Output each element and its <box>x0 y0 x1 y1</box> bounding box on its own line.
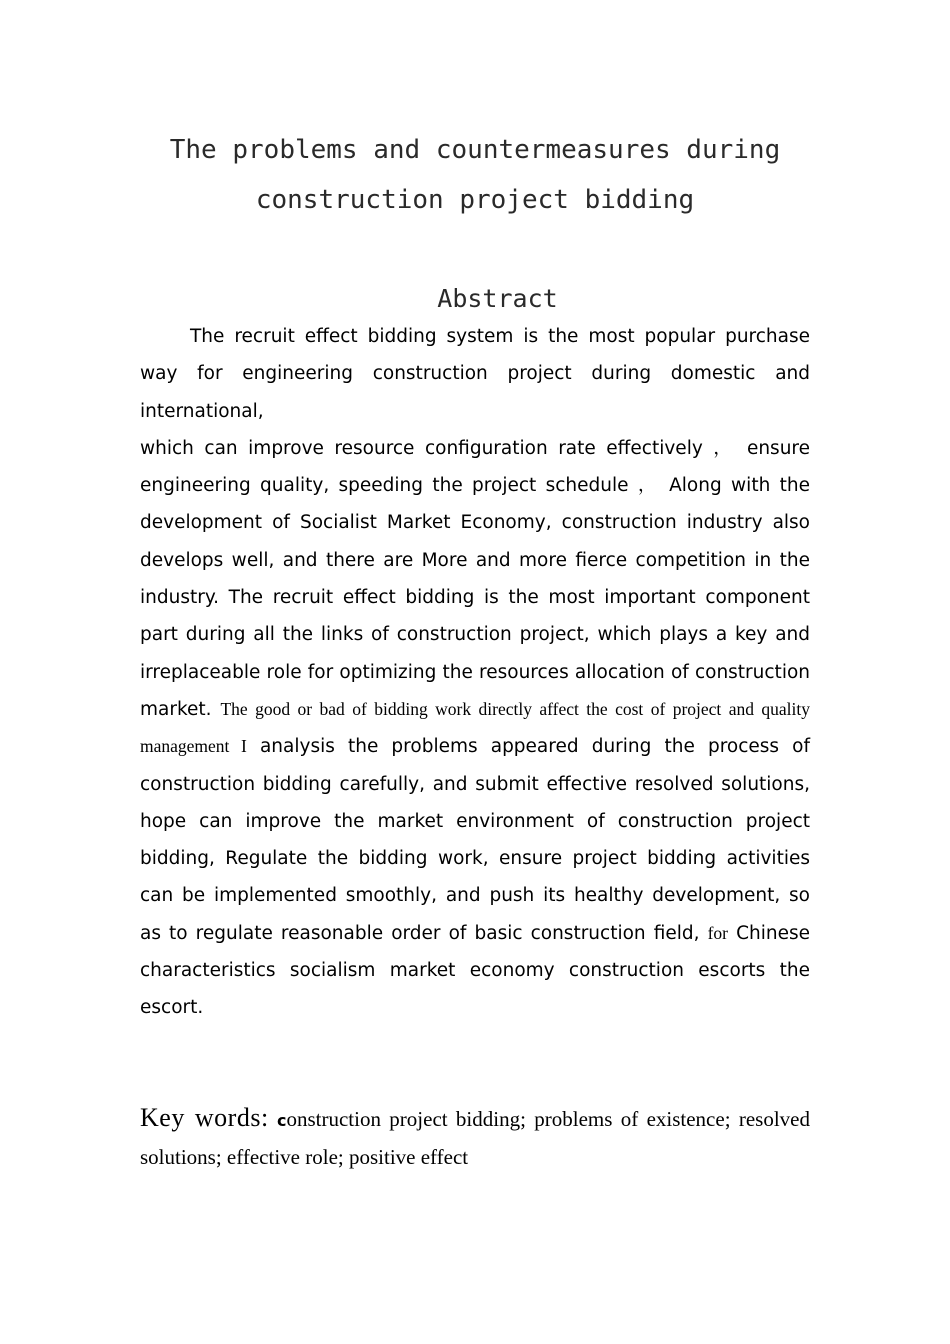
keywords-section <box>140 1099 810 1176</box>
paragraph-2-segment-b: The good or bad of bidding work directly affect the cost of project and quality management I <box>140 698 811 757</box>
paragraph-2-segment-d: for <box>707 922 728 943</box>
paragraph-2-segment-a: which can improve resource configuration rate effectively ， ensure engineering quality, speeding the project schedule ， Along with the development of Socialist Market Economy, construction industry also develops well, and there are More and more fierce competition in the industry. The recruit effect bidding is the most important component part during all the links of construction project, which plays a key and irreplaceable role for optimizing the resources allocation of construction market. <box>140 437 810 720</box>
document-title <box>0 125 950 225</box>
title-line-1: The problems and countermeasures during <box>169 135 781 165</box>
keywords-text: onstruction project bidding; problems of existence; resolved solutions; effective role; positive effect <box>140 1107 810 1169</box>
paragraph-2-segment-c: analysis the problems appeared during the process of construction bidding carefully, and submit effective resolved solutions, hope can improve the market environment of construction project bidding, Regulate the bidding work, ensure project bidding activities can be implemented smoothly, and push its healthy development, so as to regulate reasonable order of basic construction field, <box>140 736 810 944</box>
abstract-paragraph-2 <box>140 430 810 1027</box>
title-line-2: construction project bidding <box>255 185 695 215</box>
paragraph-2-segment-e: Chinese characteristics socialism market economy construction escorts the escort. <box>140 922 810 1019</box>
abstract-paragraph-1: The recruit effect bidding system is the most popular purchase way for engineering construction project during domestic and international, <box>140 326 810 422</box>
keywords-initial-letter: c <box>277 1111 287 1130</box>
abstract-body <box>140 318 810 1027</box>
abstract-heading: Abstract <box>437 284 558 313</box>
keywords-label: Key words: <box>140 1103 269 1132</box>
